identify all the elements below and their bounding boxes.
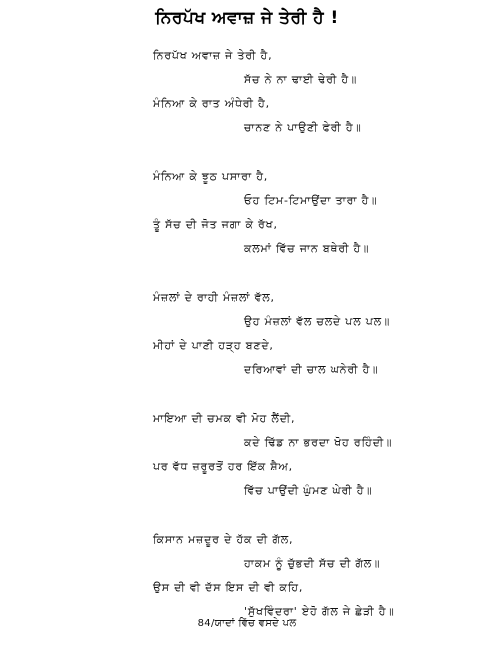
poem-line: ਮੰਨਿਆ ਕੇ ਰਾਤ ਅੰਧੇਰੀ ਹੈ, — [153, 97, 270, 110]
stanza-1 — [0, 44, 494, 140]
poem-line: ਉਸ ਦੀ ਵੀ ਦੱਸ ਇਸ ਦੀ ਵੀ ਕਹਿ, — [153, 581, 304, 594]
poem-line: ਵਿੱਚ ਪਾਉਂਦੀ ਘੁੰਮਣ ਘੇਰੀ ਹੈ॥ — [244, 484, 373, 497]
stanza-5 — [0, 528, 494, 624]
poem-line: ਹਾਕਮ ਨੂੰ ਚੁੱਭਦੀ ਸੱਚ ਦੀ ਗੱਲ॥ — [244, 557, 381, 570]
poem-body — [0, 44, 494, 649]
stanza-4 — [0, 407, 494, 503]
poem-line: 'ਸੁੱਖਵਿੰਦਰਾ' ਏਹੋ ਗੱਲ ਜੇ ਛੇੜੀ ਹੈ॥ — [244, 605, 395, 618]
poem-line: ਪਰ ਵੱਧ ਜ਼ਰੂਰਤੋਂ ਹਰ ਇੱਕ ਸ਼ੈਅ, — [153, 460, 293, 473]
poem-line: ਉਹ ਮੰਜ਼ਲਾਂ ਵੱਲ ਚਲਦੇ ਪਲ ਪਲ॥ — [244, 315, 391, 328]
poem-line: ਕਲਮਾਂ ਵਿੱਚ ਜਾਨ ਬਥੇਰੀ ਹੈ॥ — [244, 242, 370, 255]
poem-line: ਕਿਸਾਨ ਮਜ਼ਦੂਰ ਦੇ ਹੱਕ ਦੀ ਗੱਲ, — [153, 533, 294, 546]
poem-line: ਮੰਜ਼ਲਾਂ ਦੇ ਰਾਹੀ ਮੰਜ਼ਲਾਂ ਵੱਲ, — [153, 291, 275, 304]
poem-line: ਚਾਨਣ ਨੇ ਪਾਉਣੀ ਫੇਰੀ ਹੈ॥ — [244, 121, 362, 134]
poem-line: ਓਹ ਟਿਮ-ਟਿਮਾਉਂਦਾ ਤਾਰਾ ਹੈ॥ — [244, 194, 378, 207]
page-footer: 84/ਯਾਦਾਂ ਵਿੱਚ ਵਸਦੇ ਪਲ — [197, 618, 297, 629]
poem-line: ਮੀਹਾਂ ਦੇ ਪਾਣੀ ਹੜ੍ਹ ਬਣਦੇ, — [153, 339, 274, 352]
stanza-2 — [0, 165, 494, 261]
poem-line: ਨਿਰਪੱਖ ਅਵਾਜ਼ ਜੇ ਤੇਰੀ ਹੈ, — [153, 49, 273, 62]
poem-line: ਦਰਿਆਵਾਂ ਦੀ ਚਾਲ ਘਨੇਰੀ ਹੈ॥ — [244, 363, 379, 376]
poem-line: ਮੰਨਿਆ ਕੇ ਝੂਠ ਪਸਾਰਾ ਹੈ, — [153, 170, 269, 183]
poem-line: ਕਦੇ ਢਿੱਡ ਨਾ ਭਰਦਾ ਖੋਹ ਰਹਿੰਦੀ॥ — [244, 436, 393, 449]
stanza-3 — [0, 286, 494, 382]
poem-title: ਨਿਰਪੱਖ ਅਵਾਜ਼ ਜੇ ਤੇਰੀ ਹੈ ! — [155, 8, 339, 28]
poem-line: ਮਾਇਆ ਦੀ ਚਮਕ ਵੀ ਮੋਹ ਲੈਂਦੀ, — [153, 412, 296, 425]
poem-line: ਸੱਚ ਨੇ ਨਾ ਢਾਈ ਢੇਰੀ ਹੈ॥ — [244, 73, 358, 86]
poem-line: ਤੂੰ ਸੱਚ ਦੀ ਜੋਤ ਜਗਾ ਕੇ ਰੱਖ, — [153, 218, 278, 231]
